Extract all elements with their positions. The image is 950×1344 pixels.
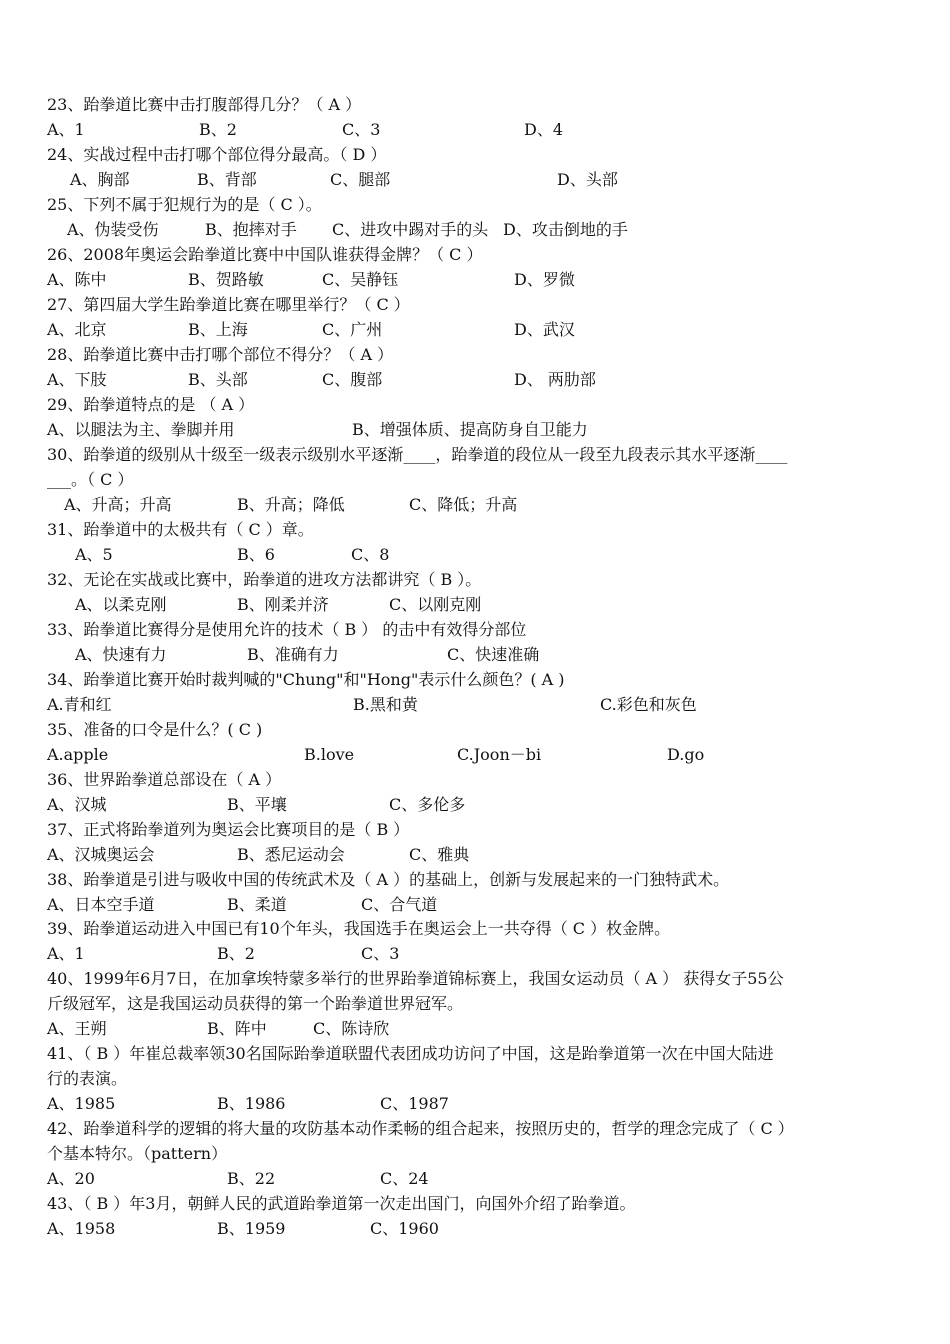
- option-c: C、以刚克刚: [389, 595, 482, 614]
- option-c: C、吴静钰: [322, 270, 399, 289]
- option-c: C、24: [380, 1169, 429, 1188]
- option-a: A、快速有力: [75, 645, 167, 664]
- option-c: C.Joon－bi: [457, 745, 542, 764]
- option-c: C、雅典: [409, 845, 470, 864]
- question-30: 30、跆拳道的级别从十级至一级表示级别水平逐渐____，跆拳道的段位从一段至九段表示其水平逐渐____: [47, 445, 788, 464]
- question-31: 31、跆拳道中的太极共有（ C ）章。: [47, 520, 314, 539]
- option-b: B、抱摔对手: [205, 220, 297, 239]
- options-30: [47, 493, 518, 517]
- question-30-continued: ___。（ C ）: [47, 470, 134, 489]
- question-38: 38、跆拳道是引进与吸收中国的传统武术及（ A ）的基础上，创新与发展起来的一门独特武术。: [47, 870, 730, 889]
- option-c: C.彩色和灰色: [600, 695, 697, 714]
- option-d: D、头部: [557, 170, 618, 189]
- question-27: 27、第四届大学生跆拳道比赛在哪里举行？（ C ）: [47, 295, 410, 314]
- option-a: A、北京: [47, 320, 107, 339]
- option-a: A、王朔: [47, 1019, 107, 1038]
- option-c: C、8: [351, 545, 390, 564]
- question-29: 29、跆拳道特点的是 （ A ）: [47, 395, 255, 414]
- option-c: C、1960: [370, 1219, 439, 1238]
- options-42: [47, 1167, 429, 1191]
- question-42-continued: 个基本特尔。（pattern）: [47, 1144, 228, 1163]
- options-23: [47, 118, 564, 142]
- option-b: B、1959: [217, 1219, 286, 1238]
- question-32: 32、无论在实战或比赛中，跆拳道的进攻方法都讲究（ B ）。: [47, 570, 482, 589]
- option-c: C、腹部: [322, 370, 383, 389]
- question-40-continued: 斤级冠军，这是我国运动员获得的第一个跆拳道世界冠军。: [47, 994, 464, 1013]
- options-37: [47, 843, 470, 867]
- question-28: 28、跆拳道比赛中击打哪个部位不得分？（ A ）: [47, 345, 394, 364]
- question-39: 39、跆拳道运动进入中国已有10个年头，我国选手在奥运会上一共夺得（ C ）枚金牌。: [47, 919, 671, 938]
- options-40: [47, 1017, 390, 1041]
- option-b: B、阵中: [207, 1019, 267, 1038]
- option-c: C、3: [361, 944, 400, 963]
- question-24: 24、实战过程中击打哪个部位得分最高。（ D ）: [47, 145, 387, 164]
- option-d: D、武汉: [514, 320, 575, 339]
- options-36: [47, 793, 466, 817]
- option-b: B、头部: [188, 370, 248, 389]
- question-33: 33、跆拳道比赛得分是使用允许的技术（ B ） 的击中有效得分部位: [47, 620, 527, 639]
- option-c: C、多伦多: [389, 795, 466, 814]
- options-35: [47, 743, 705, 767]
- option-b: B、1986: [217, 1094, 286, 1113]
- question-40: 40、1999年6月7日，在加拿埃特蒙多举行的世界跆拳道锦标赛上，我国女运动员（ A ） 获得女子55公: [47, 969, 784, 988]
- question-34: 34、跆拳道比赛开始时裁判喊的"Chung"和"Hong"表示什么颜色？( A ): [47, 670, 565, 689]
- option-c: C、合气道: [361, 895, 438, 914]
- option-a: A.青和红: [47, 695, 112, 714]
- question-35: 35、准备的口令是什么？( C ): [47, 720, 263, 739]
- option-c: C、陈诗欣: [313, 1019, 390, 1038]
- options-38: [47, 893, 438, 917]
- options-27: [47, 318, 575, 342]
- option-a: A、1958: [47, 1219, 116, 1238]
- options-39: [47, 942, 400, 966]
- option-c: C、腿部: [330, 170, 391, 189]
- option-a: A、1: [47, 944, 85, 963]
- question-23: 23、跆拳道比赛中击打腹部得几分？（ A ）: [47, 95, 362, 114]
- option-a: A.apple: [47, 745, 109, 764]
- option-a: A、5: [75, 545, 113, 564]
- option-b: B、悉尼运动会: [237, 845, 345, 864]
- option-d: D.go: [667, 745, 705, 764]
- option-a: A、胸部: [70, 170, 130, 189]
- option-a: A、1985: [47, 1094, 116, 1113]
- question-41-continued: 行的表演。: [47, 1069, 128, 1088]
- option-b: B、贺路敏: [188, 270, 264, 289]
- option-a: A、以腿法为主、拳脚并用: [47, 420, 235, 439]
- options-41: [47, 1092, 449, 1116]
- options-26: [47, 268, 575, 292]
- option-c: C、快速准确: [447, 645, 540, 664]
- option-c: C、进攻中踢对手的头: [332, 220, 489, 239]
- options-32: [47, 593, 482, 617]
- option-b: B、2: [199, 120, 237, 139]
- options-25: [47, 218, 628, 242]
- option-b: B、6: [237, 545, 275, 564]
- option-c: C、3: [342, 120, 381, 139]
- option-a: A、日本空手道: [47, 895, 155, 914]
- option-a: A、伪装受伤: [67, 220, 159, 239]
- option-b: B、上海: [188, 320, 248, 339]
- option-a: A、1: [47, 120, 85, 139]
- option-b: B、22: [227, 1169, 276, 1188]
- option-b: B、准确有力: [247, 645, 339, 664]
- option-b: B、平壤: [227, 795, 287, 814]
- options-43: [47, 1217, 439, 1241]
- option-b: B、2: [217, 944, 255, 963]
- options-33: [47, 643, 540, 667]
- option-a: A、20: [47, 1169, 95, 1188]
- question-26: 26、2008年奥运会跆拳道比赛中中国队谁获得金牌？（ C ）: [47, 245, 483, 264]
- option-b: B、升高；降低: [237, 495, 345, 514]
- question-36: 36、世界跆拳道总部设在（ A ）: [47, 770, 282, 789]
- question-37: 37、正式将跆拳道列为奥运会比赛项目的是（ B ）: [47, 820, 410, 839]
- options-24: [47, 168, 618, 192]
- option-a: A、汉城: [47, 795, 107, 814]
- option-a: A、下肢: [47, 370, 107, 389]
- option-b: B.love: [304, 745, 355, 764]
- option-d: D、4: [524, 120, 564, 139]
- option-b: B.黑和黄: [353, 695, 418, 714]
- option-d: D、 两肋部: [514, 370, 596, 389]
- option-d: D、攻击倒地的手: [503, 220, 628, 239]
- question-43: 43、（ B ）年3月，朝鲜人民的武道跆拳道第一次走出国门，向国外介绍了跆拳道。: [47, 1194, 636, 1213]
- question-41: 41、（ B ）年崔总裁率领30名国际跆拳道联盟代表团成功访问了中国，这是跆拳道第一次在中国大陆进: [47, 1044, 774, 1063]
- options-34: [47, 693, 697, 717]
- option-a: A、以柔克刚: [75, 595, 167, 614]
- option-b: B、背部: [197, 170, 257, 189]
- question-42: 42、跆拳道科学的逻辑的将大量的攻防基本动作柔畅的组合起来，按照历史的，哲学的理念完成了（ C ）: [47, 1119, 794, 1138]
- option-d: D、罗微: [514, 270, 575, 289]
- option-c: C、降低；升高: [409, 495, 518, 514]
- option-a: A、升高；升高: [64, 495, 172, 514]
- options-28: [47, 368, 596, 392]
- option-b: B、刚柔并济: [237, 595, 329, 614]
- options-29: [47, 418, 588, 442]
- option-b: B、增强体质、提高防身自卫能力: [352, 420, 588, 439]
- option-a: A、汉城奥运会: [47, 845, 155, 864]
- option-b: B、柔道: [227, 895, 287, 914]
- option-a: A、陈中: [47, 270, 107, 289]
- option-c: C、广州: [322, 320, 383, 339]
- option-c: C、1987: [380, 1094, 449, 1113]
- question-25: 25、下列不属于犯规行为的是（ C ）。: [47, 195, 322, 214]
- options-31: [47, 543, 390, 567]
